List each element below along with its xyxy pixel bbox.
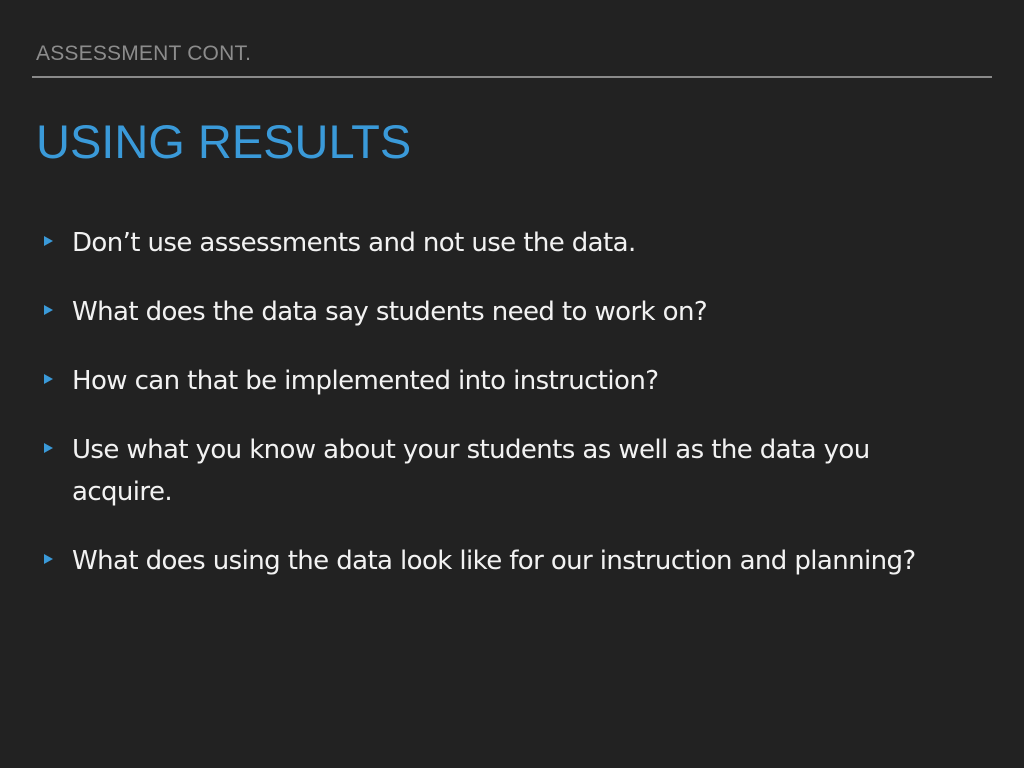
bullet-text: Don’t use assessments and not use the data. <box>72 228 636 258</box>
bullet-item <box>44 540 974 582</box>
bullet-text: What does the data say students need to work on? <box>72 297 708 327</box>
triangle-bullet-icon <box>44 236 53 246</box>
bullet-text: How can that be implemented into instruction? <box>72 366 659 396</box>
triangle-bullet-icon <box>44 305 53 315</box>
bullet-list <box>44 222 974 609</box>
slide-title: USING RESULTS <box>36 115 412 168</box>
triangle-bullet-icon <box>44 443 53 453</box>
bullet-item <box>44 429 974 513</box>
bullet-item <box>44 291 974 333</box>
triangle-bullet-icon <box>44 554 53 564</box>
section-label: ASSESSMENT CONT. <box>36 42 252 65</box>
header-divider <box>32 76 992 78</box>
bullet-item <box>44 360 974 402</box>
triangle-bullet-icon <box>44 374 53 384</box>
bullet-item <box>44 222 974 264</box>
bullet-text: Use what you know about your students as well as the data you acquire. <box>72 435 870 507</box>
bullet-text: What does using the data look like for our instruction and planning? <box>72 546 916 576</box>
